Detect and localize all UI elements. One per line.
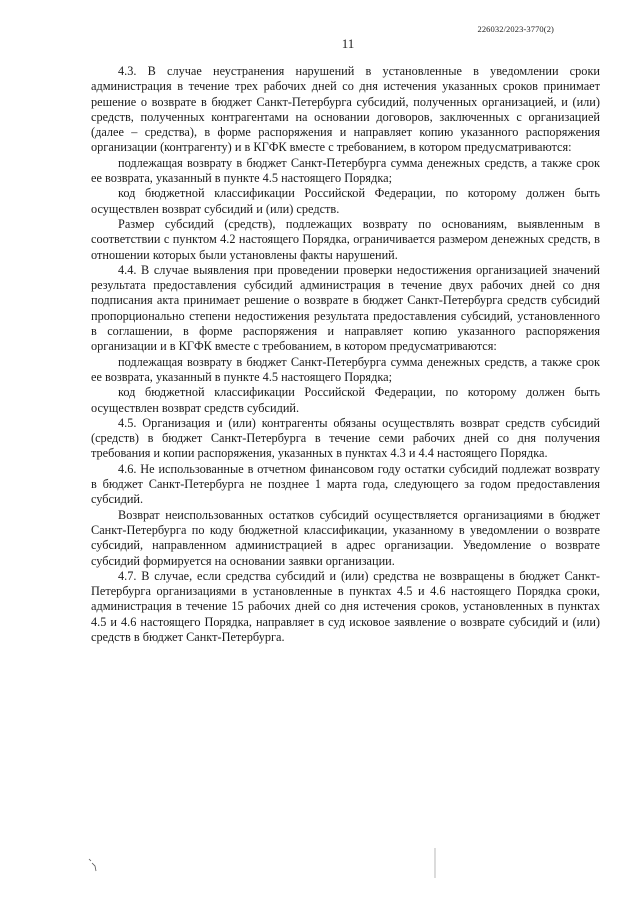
- paragraph-4-7: 4.7. В случае, если средства субсидий и (или) средства не возвращены в бюджет Санкт-Петербурга организациями в установленные в пунктах 4.5 и 4.6 настоящего Порядка сроки, администрация в течение 15 рабочих дней со дня истечения сроков, установленных в пунктах 4.5 и 4.6 настоящего Порядка, направляет в суд исковое заявление о возврате субсидий и (или) средств в бюджет Санкт-Петербурга.: [91, 568, 600, 644]
- paragraph-4-5: 4.5. Организация и (или) контрагенты обязаны осуществлять возврат средств субсидий (средств) в бюджет Санкт-Петербурга в течение семи рабочих дней со дня получения требования и копии распоряжения, указанных в пунктах 4.3 и 4.4 настоящего Порядка.: [91, 415, 600, 461]
- paragraph-4-3-size: Размер субсидий (средств), подлежащих возврату по основаниям, выявленным в соответствии с пунктом 4.2 настоящего Порядка, ограничивается размером денежных средств, в отношении которых были установлены факты нарушений.: [91, 216, 600, 262]
- paragraph-4-4-amount: подлежащая возврату в бюджет Санкт-Петербурга сумма денежных средств, а также срок ее возврата, указанный в пункте 4.5 настоящего Порядка;: [91, 354, 600, 384]
- document-id: 226032/2023-3770(2): [477, 24, 554, 34]
- scan-artifact-line: [434, 848, 436, 878]
- paragraph-4-4-code: код бюджетной классификации Российской Федерации, по которому должен быть осуществлен возврат средств субсидий.: [91, 385, 600, 415]
- page-number: 11: [341, 36, 355, 51]
- paragraph-4-3: 4.3. В случае неустранения нарушений в установленные в уведомлении сроки администрация в течение трех рабочих дней со дня истечения указанных сроков принимает решение о возврате в бюджет Санкт-Петербурга субсидий, полученных организацией, и (или) средств, полученных контрагентами на основании договоров, заключенных с организацией (далее – средства), в форме распоряжения и направляет копию указанного распоряжения организации (контрагенту) и в КГФК вместе с требованием, в котором предусматриваются:: [91, 64, 600, 155]
- paragraph-4-6-return: Возврат неиспользованных остатков субсидий осуществляется организациями в бюджет Санкт-Петербурга по коду бюджетной классификации, указанному в уведомлении о возврате субсидий, направленном администрацией в адрес организации. Уведомление о возврате субсидий формируется на основании заявки организации.: [91, 507, 600, 568]
- paragraph-4-6: 4.6. Не использованные в отчетном финансовом году остатки субсидий подлежат возврату в бюджет Санкт-Петербурга не позднее 1 марта года, следующего за годом предоставления субсидий.: [91, 461, 600, 507]
- paragraph-4-3-amount: подлежащая возврату в бюджет Санкт-Петербурга сумма денежных средств, а также срок ее возврата, указанный в пункте 4.5 настоящего Порядка;: [91, 155, 600, 186]
- scan-artifact-mark: [88, 858, 98, 872]
- document-body: [91, 64, 600, 645]
- paragraph-4-4: 4.4. В случае выявления при проведении проверки недостижения организацией значений результата предоставления субсидий администрация в течение двух рабочих дней со дня подписания акта принимает решение о возврате в бюджет Санкт-Петербурга средств субсидий пропорционально степени недостижения результата предоставления субсидий, установленного в соглашении, в форме распоряжения и направляет копию указанного распоряжения организации и в КГФК вместе с требованием, в котором предусматриваются:: [91, 262, 600, 354]
- paragraph-4-3-code: код бюджетной классификации Российской Федерации, по которому должен быть осуществлен возврат субсидий и (или) средств.: [91, 186, 600, 216]
